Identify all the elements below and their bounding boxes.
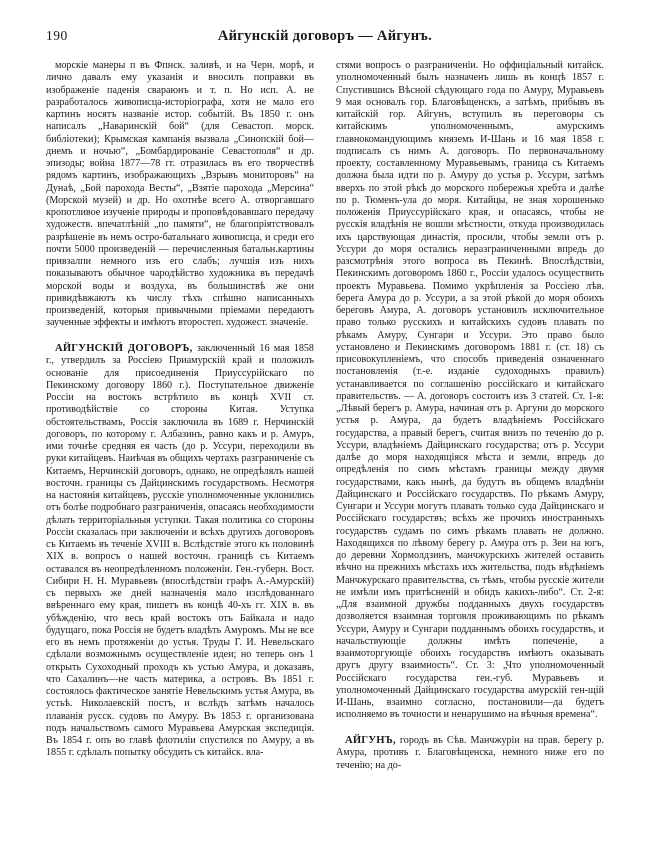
column-left: [46, 60, 314, 830]
paragraph-gap: [336, 722, 604, 728]
paragraph-gap: [46, 330, 314, 336]
dictionary-entry: [46, 343, 314, 760]
entry-body: городъ въ Сѣв. Манчжуріи на прав. берегу р. Амура, противъ г. Благовѣщенска, немного ниже его по теченію; на до-: [336, 734, 604, 771]
page-header: [46, 28, 604, 50]
entry-headword: АЙГУНСКІЙ ДОГОВОРЪ,: [55, 342, 193, 354]
entry-body: заключенный 16 мая 1858 г., утвердилъ за Россіею Приамурскій край и положилъ основаніе для присоединенія Приуссурійскаго по Пекинскому договору 1860 г.). Поступательное движеніе Россіи на востокъ встрѣтило въ концѣ XVII ст. противодѣйствіе со стороны Китая. Уступка обстоятельствамъ, Россія заключила въ 1689 г. Нерчинскій договоръ, по которому г. Албазинъ, равно какъ и р. Амуръ, ими точнѣе средняя ея часть (до р. Уссури, переходили въ руки китайцевъ. Наиѣчая въ общихъ чертахъ разграниченіе съ Китаемъ, Нерчинскій договоръ, однако, не опредѣлялъ нашей восточн. границы съ Дайцинскимъ государствомъ. Несмотря на настоянія китайцевъ, русскіе уполномоченные уклонились отъ болѣе подробнаго разграниченія, опасаясь необходимости дѣлать территоріальныя уступки. Такая политика со стороны Россіи сказалась при заключеніи и всѣхъ другихъ договоровъ съ Китаемъ въ теченіе XVIII в. Вслѣдствіе этого къ половинѣ XIX в. вопросъ о нашей восточн. границѣ съ Китаемъ оставался въ неопредѣленномъ положеніи. Ген.-губерн. Вост. Сибири Н. Н. Муравьевъ (впослѣдствіи графъ А.-Амурскій) съ первыхъ же дней назначенія мало изслѣдованнаго ввѣреннаго ему края, пишетъ въ концѣ 40-хъ гг. XIX в. въ убѣжденію, что весь край востокъ отъ Байкала и надо будущаго, пока Россія не будетъ владѣть Амуромъ. Мы не все его въ немъ протяженіи до устья. Труды Г. И. Невельскаго сдѣлали возможнымъ осуществленіе идеи; но теперь онъ 1 открыть Сухоходный проходъ къ устью Амура, и доказавъ, что Сахалинъ—не часть материка, а островъ. Въ 1851 г. состоялось фактическое занятіе Невельскимъ устья Амура, въ устьѣ. Николаевскій постъ, и вслѣдъ затѣмъ началось плаванія русск. судовъ по Амуру. Въ 1853 г. организована подъ начальствомъ самого Муравьева Амурская экспедиція. Въ 1854 г. опъ во главѣ флотиліи спустился по Амуру, а въ 1855 г. сдѣлалъ попытку обсудить съ китайск. вла-: [46, 342, 314, 759]
body-paragraph: морскіе манеры п въ Фпнск. заливѣ, и на Черн. морѣ, и лично давалъ ему указанія и вносилъ поправки въ изображеніе паденія свараюнъ и т. п. Но исп. А. не разработалось живописца-исторіографа, хотя не мало его картинъ носятъ названіе истор. событій. Въ 1850 г. онъ написалъ „Наваринскій бой“ (для Севастоп. морск. библіотеки); Крымская кампанія вызвала „Синопскій бой—днемъ и ночью“, „Бомбардированіе Севастополя“ и др. эпизоды; война 1877—78 гг. отразилась въ его творчествѣ рядомъ картинъ, изображающихъ „Взрывъ мониторовъ“ на Дунаѣ, „Бой парохода Весты“, „Взятіе парохода „Мерсина“ (Морской музей) и др. Но охотнѣе всего А. отворгавшаго кропотливое изученіе природы и проповѣдовавшаго передачу художеств. впечатлѣній „по памяти“, не благопріятствовалъ разрѣшеніе въ немъ остро-батальнаго живописца, и среди его почти 5000 произведеній — перечисленныя батальн.картины привзалпи немного изъ его слабъ; лучшія изъ нихъ показываютъ обычное чародѣйство художника въ передачѣ морской воды и воздуха, въ большинствѣ же они привидѣвжаютъ къ числу тѣхъ спѣшно написанныхъ произведеній, которыя привычными пріемами передаютъ заученные эффекты и имѣютъ второстеп. художест. значеніе.: [46, 60, 314, 329]
text-columns: [46, 60, 604, 830]
column-right: [336, 60, 604, 830]
dictionary-entry: [336, 735, 604, 772]
body-paragraph: стями вопросъ о разграниченіи. Но оффиціальный китайск. уполномоченный былъ назначенъ лишь въ концѣ 1857 г. Спустившись Вѣсной сѣдующаго года по Амуру, Муравьевъ 9 мая основалъ гор. Благовѣщенскъ, а затѣмъ, прибывъ въ китайскій гор. Айгунъ, вступилъ въ переговоры съ китайскимъ уполномоченнымъ, амурскимъ главнокомандующимъ княземъ И-Шань и 16 мая 1858 г. подписалъ съ нимъ А. договоръ. По первоначальному проекту, составленному Муравьевымъ, граница съ Китаемъ должна была идти по р. Амуру до устья р. Уссури, затѣмъ вверхъ по этой рѣкѣ до морского побережья хребта и далѣе по р. Тюменъ-ула до моря. Китайцы, не зная хорошенько положенія Приуссурійскаго края, и опасаясь, чтобы не русскія владѣнія не вошли мѣстности, откуда производилась ихъ царствующая династія, просили, чтобы земли отъ р. Уссури до моря остались неразграниченными впредь до разсмотрѣнія этого вопроса въ Пекинѣ. Впослѣдствіи, Пекинскимъ договоромъ 1860 г., Россіи удалось осуществить проектъ Муравьева. Помимо укрѣпленія за Россіею лѣв. берега Амура до р. Уссури, а за этой рѣкой до моря обоихъ береговъ Амура, А. договоръ установилъ исключительное право только русскихъ и китайскихъ судовъ плавать по рѣкамъ Амуру, Сунгари и Уссури. Это право было установлено и Пекинскимъ договоромъ 1881 г. (ст. 18) съ присовокупленіемъ, что способъ приведенія означеннаго постановленія (т.-е. изданіе судоходныхъ правилъ) устанавливается по соглашенію россійскаго и китайскаго правительствъ. — А. договоръ состоитъ изъ 3 статей. Ст. 1-я: „Лѣвый берегъ р. Амура, начиная отъ р. Аргуни до морского устья р. Амура, да будетъ владѣніемъ Россійскаго государства, а правый берегъ, считая внизъ по теченію до р. Уссури, владѣніемъ Дайцинскаго государства; отъ р. Уссури далѣе до моря находящіяся мѣста и земли, впредь до опредѣленія по симъ мѣстамъ границы между двумя государствами, какъ нынѣ, да будутъ въ общемъ владѣніи Дайцинскаго и Россійскаго государствъ. По рѣкамъ Амуру, Сунгари и Уссури могутъ плавать только суда Дайцинскаго и Россійскаго государствъ; всѣхъ же прочихъ иностранныхъ государствъ судамъ по симъ рѣкамъ плавать не должно. Находящихся по лѣвому берегу р. Амура отъ р. Зеи на югъ, до деревни Хормолдзинъ, манчжурскихъ жителей оставить вѣчно на прежнихъ мѣстахъ ихъ жительства, подъ вѣдѣніемъ Манчжурскаго правительства, съ тѣмъ, чтобы русскіе жители не имѣли имъ притѣсненій и обидъ какихъ-либо“. Ст. 2-я: „Для взаимной дружбы подданныхъ двухъ государствъ дозволяется взаимная торговля проживающимъ по рѣкамъ Уссури, Амуру и Сунгари подданнымъ обоихъ государствъ, и начальствующіе должны имѣть попеченіе, а взаимоторгующіе обоихъ государствъ имѣютъ оказывать другъ другу взаимность“. Ст. 3: „Что уполномоченный Россійскаго государства ген.-губ. Муравьевъ и уполномоченный Дайцинскаго государства амурскій ген-щій И-Шань, взаимно согласно, постановили—да будетъ исполняемо въ точности и ненарушимо на вѣчныя времена“.: [336, 60, 604, 721]
running-title: Айгунскій договоръ — Айгунъ.: [217, 28, 433, 44]
page-number: 190: [46, 28, 68, 43]
entry-headword: АЙГУНЪ,: [345, 734, 396, 746]
